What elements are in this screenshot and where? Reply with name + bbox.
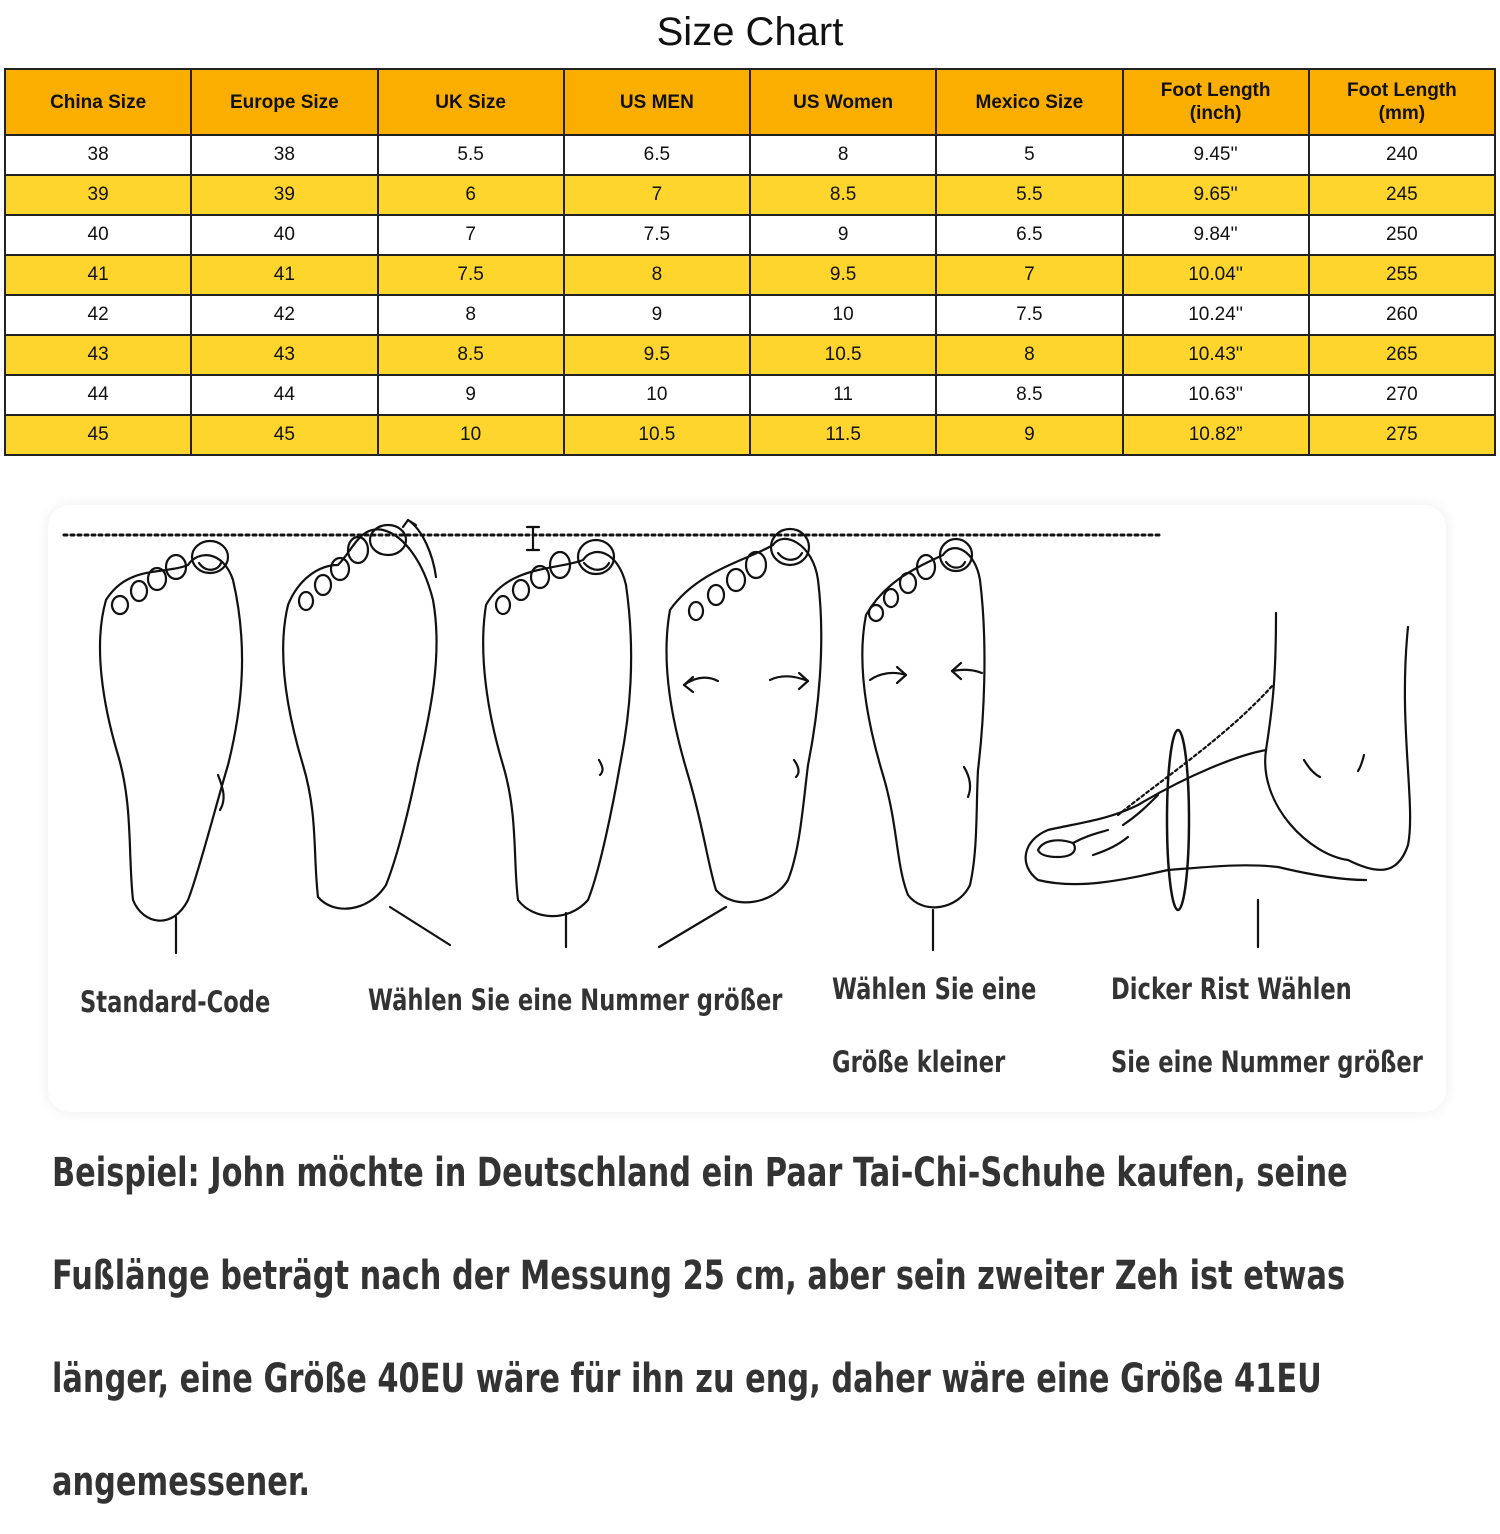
example-line-4: angemessener.: [52, 1459, 311, 1505]
cell-uk-size: 10: [378, 415, 564, 455]
cell-europe-size: 44: [191, 375, 377, 415]
cell-uk-size: 9: [378, 375, 564, 415]
cell-foot-length-mm: 240: [1309, 135, 1495, 175]
cell-us-men: 7: [564, 175, 750, 215]
cell-europe-size: 41: [191, 255, 377, 295]
cell-europe-size: 39: [191, 175, 377, 215]
example-text: [52, 1122, 1472, 1534]
cell-mexico-size: 5.5: [936, 175, 1122, 215]
cell-foot-length-mm: 255: [1309, 255, 1495, 295]
cell-foot-length-inch: 9.65'': [1123, 175, 1309, 215]
cell-uk-size: 5.5: [378, 135, 564, 175]
cell-europe-size: 38: [191, 135, 377, 175]
cell-us-men: 10: [564, 375, 750, 415]
header-uk-size: UK Size: [378, 69, 564, 135]
foot-shape-panel: [48, 505, 1446, 1112]
high-instep-side-foot-icon: [1026, 613, 1410, 947]
cell-china-size: 44: [5, 375, 191, 415]
cell-mexico-size: 8: [936, 335, 1122, 375]
foot-shapes-illustration: [48, 505, 1446, 1112]
table-row: [5, 415, 1495, 455]
cell-china-size: 40: [5, 215, 191, 255]
size-table: [4, 68, 1496, 456]
table-row: [5, 295, 1495, 335]
cell-foot-length-inch: 10.24'': [1123, 295, 1309, 335]
caption-standard-code: Standard-Code: [80, 985, 271, 1019]
header-europe-size: Europe Size: [191, 69, 377, 135]
table-header-row: [5, 69, 1495, 135]
header-us-women: US Women: [750, 69, 936, 135]
cell-us-women: 8: [750, 135, 936, 175]
cell-china-size: 42: [5, 295, 191, 335]
example-line-2: Fußlänge beträgt nach der Messung 25 cm, aber sein zweiter Zeh ist etwas: [52, 1253, 1346, 1299]
cell-us-men: 9.5: [564, 335, 750, 375]
cell-uk-size: 6: [378, 175, 564, 215]
cell-uk-size: 8.5: [378, 335, 564, 375]
table-body: [5, 135, 1495, 455]
table-row: [5, 375, 1495, 415]
cell-foot-length-mm: 265: [1309, 335, 1495, 375]
example-line-3: länger, eine Größe 40EU wäre für ihn zu eng, daher wäre eine Größe 41EU: [52, 1356, 1322, 1402]
cell-foot-length-inch: 9.84'': [1123, 215, 1309, 255]
table-row: [5, 335, 1495, 375]
cell-foot-length-mm: 250: [1309, 215, 1495, 255]
cell-europe-size: 43: [191, 335, 377, 375]
cell-uk-size: 7.5: [378, 255, 564, 295]
standard-foot-icon: [100, 541, 242, 953]
cell-foot-length-mm: 260: [1309, 295, 1495, 335]
cell-mexico-size: 7.5: [936, 295, 1122, 335]
cell-europe-size: 40: [191, 215, 377, 255]
cell-foot-length-inch: 10.04'': [1123, 255, 1309, 295]
cell-foot-length-mm: 275: [1309, 415, 1495, 455]
cell-us-women: 11: [750, 375, 936, 415]
table-row: [5, 255, 1495, 295]
cell-china-size: 41: [5, 255, 191, 295]
cell-foot-length-inch: 10.43'': [1123, 335, 1309, 375]
cell-foot-length-mm: 245: [1309, 175, 1495, 215]
cell-us-men: 8: [564, 255, 750, 295]
caption-choose-smaller-line2: Größe kleiner: [832, 1045, 1006, 1079]
wide-foot-icon: [659, 529, 821, 947]
cell-mexico-size: 6.5: [936, 215, 1122, 255]
cell-us-women: 9.5: [750, 255, 936, 295]
header-mexico-size: Mexico Size: [936, 69, 1122, 135]
table-row: [5, 135, 1495, 175]
cell-mexico-size: 8.5: [936, 375, 1122, 415]
cell-china-size: 45: [5, 415, 191, 455]
cell-foot-length-mm: 270: [1309, 375, 1495, 415]
cell-us-women: 9: [750, 215, 936, 255]
header-foot-length-mm: Foot Length (mm): [1309, 69, 1495, 135]
cell-us-men: 10.5: [564, 415, 750, 455]
cell-us-women: 10.5: [750, 335, 936, 375]
cell-us-men: 7.5: [564, 215, 750, 255]
cell-foot-length-inch: 10.63'': [1123, 375, 1309, 415]
cell-europe-size: 42: [191, 295, 377, 335]
cell-us-women: 8.5: [750, 175, 936, 215]
cell-china-size: 38: [5, 135, 191, 175]
cell-foot-length-inch: 9.45'': [1123, 135, 1309, 175]
cell-mexico-size: 9: [936, 415, 1122, 455]
caption-choose-smaller-line1: Wählen Sie eine: [832, 972, 1037, 1006]
cell-us-men: 6.5: [564, 135, 750, 175]
cell-foot-length-inch: 10.82”: [1123, 415, 1309, 455]
table-row: [5, 175, 1495, 215]
caption-choose-larger: Wählen Sie eine Nummer größer: [368, 983, 783, 1017]
cell-us-men: 9: [564, 295, 750, 335]
cell-us-women: 10: [750, 295, 936, 335]
narrow-foot-icon: [862, 539, 984, 950]
long-second-toe-foot-icon: [283, 520, 450, 945]
example-line-1: Beispiel: John möchte in Deutschland ein Paar Tai-Chi-Schuhe kaufen, seine: [52, 1150, 1348, 1196]
header-us-men: US MEN: [564, 69, 750, 135]
cell-china-size: 39: [5, 175, 191, 215]
caption-high-instep-line1: Dicker Rist Wählen: [1111, 972, 1352, 1006]
header-china-size: China Size: [5, 69, 191, 135]
cell-uk-size: 7: [378, 215, 564, 255]
egyptian-foot-icon: [483, 527, 631, 947]
caption-high-instep-line2: Sie eine Nummer größer: [1111, 1045, 1423, 1079]
table-row: [5, 215, 1495, 255]
cell-us-women: 11.5: [750, 415, 936, 455]
cell-mexico-size: 7: [936, 255, 1122, 295]
cell-mexico-size: 5: [936, 135, 1122, 175]
cell-uk-size: 8: [378, 295, 564, 335]
chart-title: Size Chart: [656, 10, 844, 54]
header-foot-length-inch: Foot Length (inch): [1123, 69, 1309, 135]
cell-europe-size: 45: [191, 415, 377, 455]
cell-china-size: 43: [5, 335, 191, 375]
